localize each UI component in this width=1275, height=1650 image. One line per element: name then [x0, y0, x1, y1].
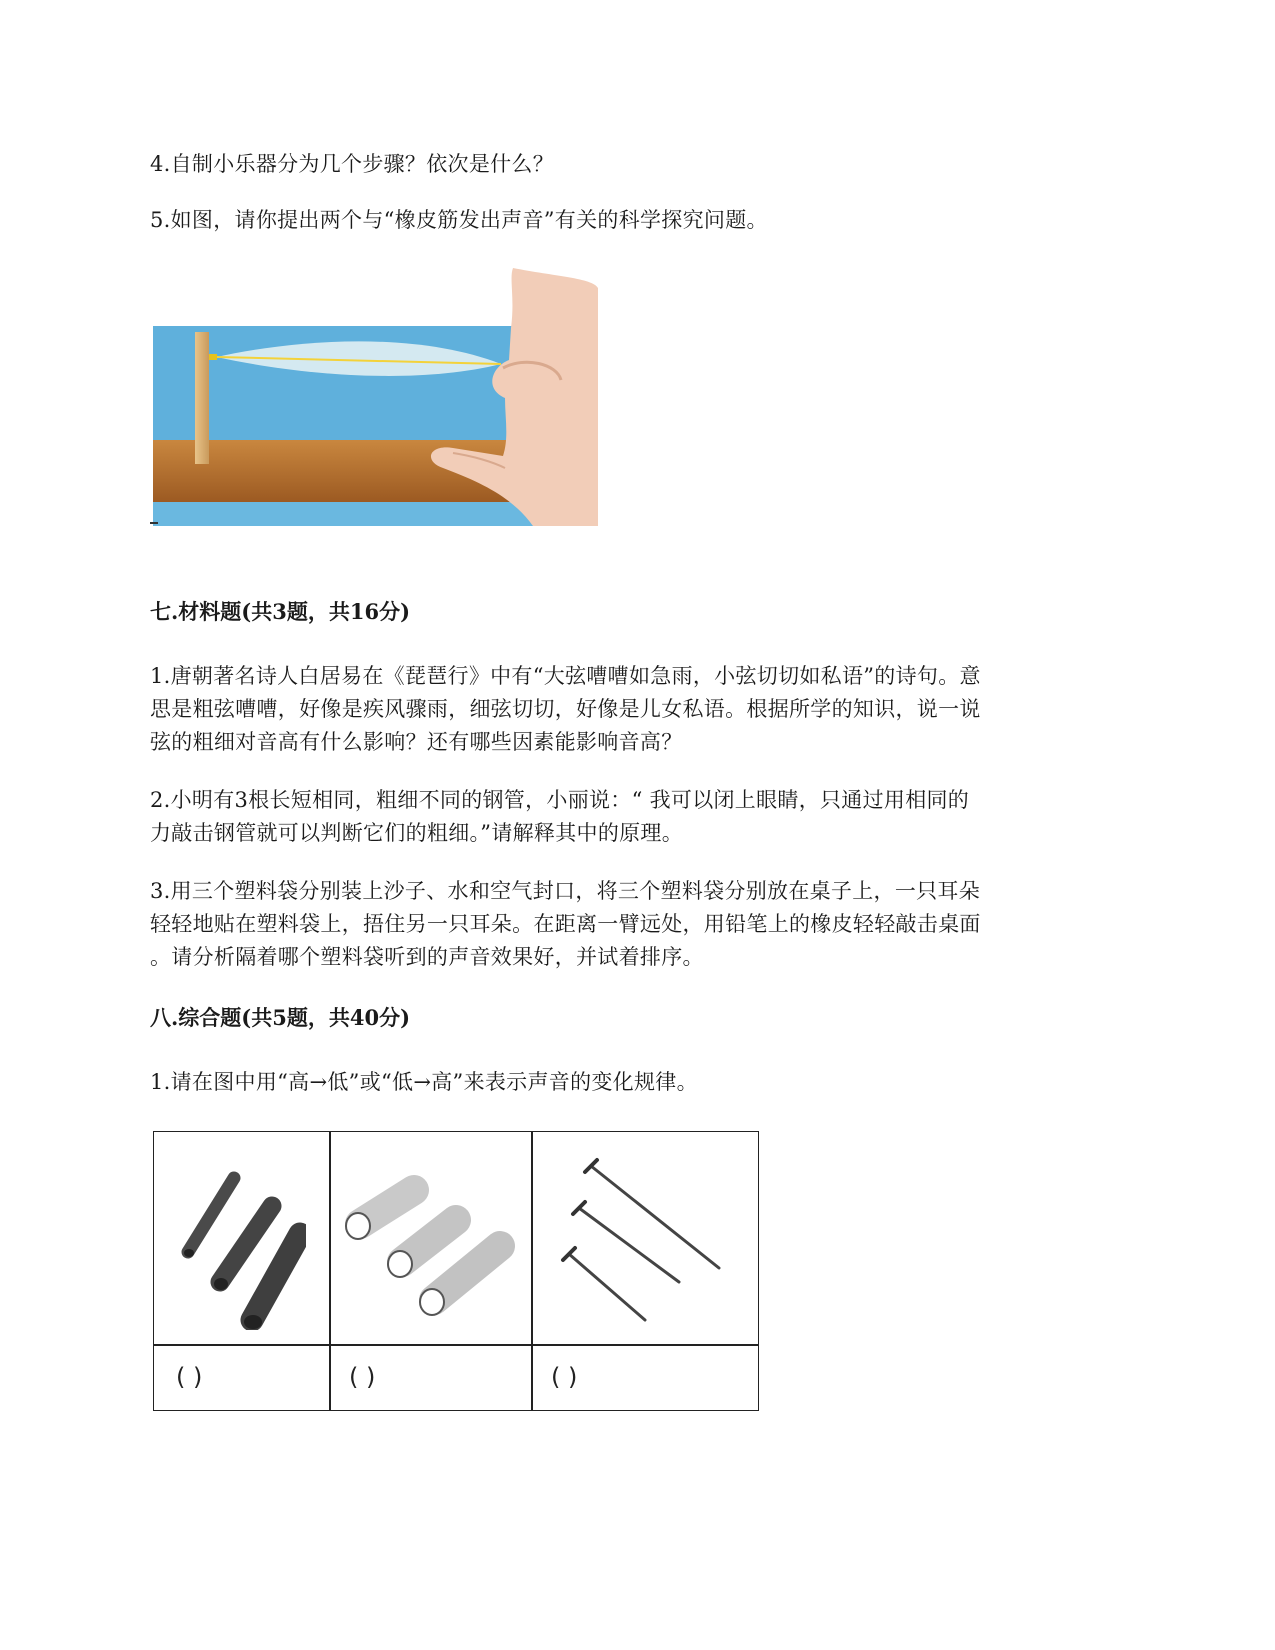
question-7-3-line-3: 。请分析隔着哪个塑料袋听到的声音效果好，并试着排序。 — [150, 945, 704, 969]
question-7-1-line-3: 弦的粗细对音高有什么影响？还有哪些因素能影响音高？ — [150, 730, 683, 754]
question-7-1-line-2: 思是粗弦嘈嘈，好像是疾风骤雨，细弦切切，好像是儿女私语。根据所学的知识，说一说 — [150, 697, 981, 721]
question-7-3-line-1: 3.用三个塑料袋分别装上沙子、水和空气封口，将三个塑料袋分别放在桌子上，一只耳朵 — [150, 879, 981, 903]
light-pipes-image — [344, 1150, 516, 1330]
question-7-3-line-2: 轻轻地贴在塑料袋上，捂住另一只耳朵。在距离一臂远处，用铅笔上的橡皮轻轻敲击桌面 — [150, 912, 981, 936]
answer-slot-2[interactable]: ( ) — [349, 1363, 376, 1391]
question-7-1-line-1: 1.唐朝著名诗人白居易在《琵琶行》中有“大弦嘈嘈如急雨，小弦切切如私语”的诗句。意 — [150, 664, 981, 688]
question-7-2-line-2: 力敲击钢管就可以判断它们的粗细。”请解释其中的原理。 — [150, 821, 684, 845]
question-7-2-line-1: 2.小明有3根长短相同，粗细不同的钢管，小丽说：“ 我可以闭上眼睛，只通过用相同的 — [150, 788, 970, 812]
photo-corner-mark — [150, 522, 158, 524]
question-6-4: 4.自制小乐器分为几个步骤？依次是什么？ — [150, 152, 555, 176]
answer-slot-1[interactable]: ( ) — [176, 1363, 203, 1391]
dark-pipes-image — [176, 1150, 306, 1330]
nails-image — [549, 1150, 739, 1330]
rubber-band-photo — [153, 268, 621, 526]
question-8-1: 1.请在图中用“高→低”或“低→高”来表示声音的变化规律。 — [150, 1070, 698, 1094]
section-7-heading: 七.材料题(共3题，共16分) — [150, 599, 411, 624]
section-8-heading: 八.综合题(共5题，共40分) — [150, 1005, 411, 1030]
answer-slot-3[interactable]: ( ) — [551, 1363, 578, 1391]
pitch-figure-table — [153, 1131, 759, 1411]
question-6-5: 5.如图，请你提出两个与“橡皮筋发出声音”有关的科学探究问题。 — [150, 208, 768, 232]
